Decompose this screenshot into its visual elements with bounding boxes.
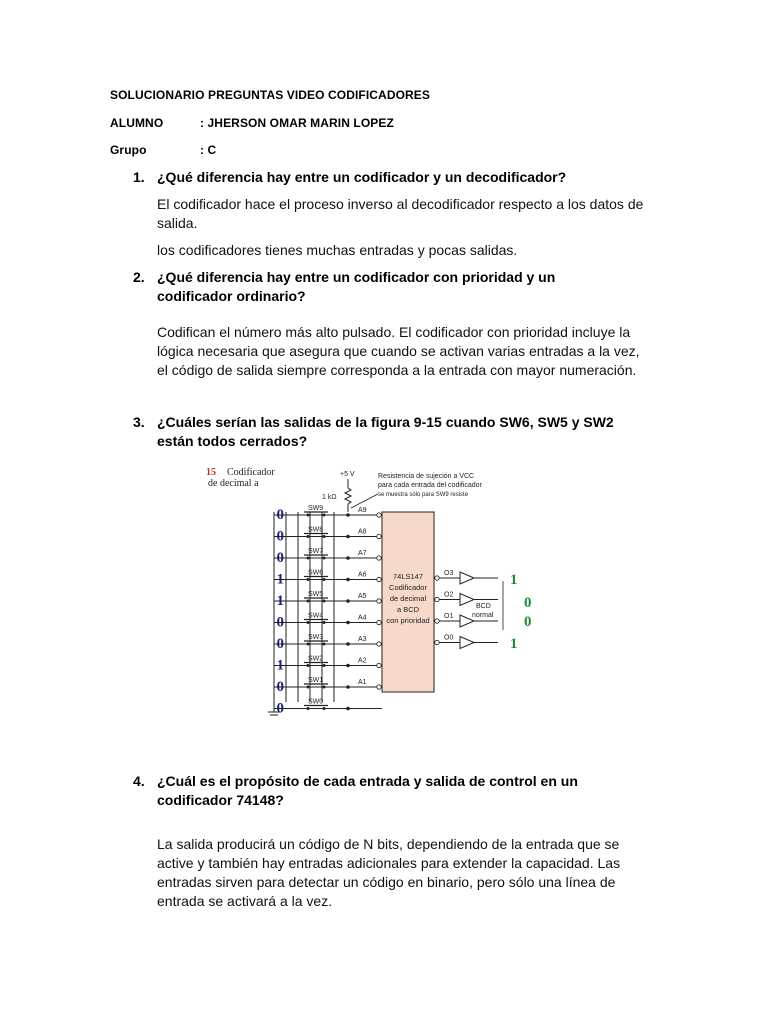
note-line3: se muestra sólo para SW9 resiste bbox=[378, 492, 469, 498]
input-label: A3 bbox=[358, 636, 367, 643]
grupo-value: : C bbox=[200, 143, 217, 157]
inverter-bubble bbox=[377, 534, 381, 538]
switch-row bbox=[274, 656, 382, 674]
output-bubble bbox=[435, 597, 439, 601]
inverter-bubble bbox=[377, 599, 381, 603]
alumno-value: : JHERSON OMAR MARIN LOPEZ bbox=[200, 116, 394, 130]
switch-label: SW5 bbox=[308, 591, 324, 598]
switch-label: SW6 bbox=[308, 569, 324, 577]
switch-label: SW4 bbox=[308, 612, 324, 620]
output-bit-label: 0 bbox=[524, 614, 532, 630]
input-label: A9 bbox=[358, 507, 367, 514]
chip-line2: Codificador bbox=[389, 583, 427, 592]
note-line2: para cada entrada del codificador bbox=[378, 482, 482, 489]
answer-4: La salida producirá un código de N bits, dependiendo de la entrada que se active y también hay entradas adicionales para extender la capacidad. Las entradas sirven para detectar un código en binario, pero sólo una línea de entrada se activará a la vez. bbox=[157, 836, 621, 909]
output-bubble bbox=[435, 640, 439, 644]
switch-row bbox=[274, 570, 382, 588]
inverter-bubble bbox=[377, 663, 381, 667]
input-bit-label: 0 bbox=[276, 679, 284, 695]
buffer-icon bbox=[460, 572, 474, 584]
bcd-label-line1: BCD bbox=[476, 603, 491, 610]
question-text: ¿Qué diferencia hay entre un codificador con prioridad y un codificador ordinario? bbox=[157, 269, 556, 304]
junction-dot bbox=[346, 556, 350, 560]
switch-row bbox=[274, 505, 382, 523]
input-label: A2 bbox=[358, 657, 367, 665]
switch-row bbox=[274, 613, 382, 631]
junction-dot bbox=[346, 642, 350, 646]
resistor-icon bbox=[345, 488, 351, 504]
output-bubble bbox=[435, 576, 439, 580]
output-row bbox=[435, 570, 498, 584]
encoder-figure bbox=[198, 462, 538, 722]
junction-dot bbox=[346, 621, 350, 625]
bcd-label-line2: normal bbox=[472, 612, 494, 619]
input-bit-label: 0 bbox=[276, 507, 284, 523]
inverter-bubble bbox=[377, 556, 381, 560]
input-bit-label: 0 bbox=[276, 550, 284, 566]
input-label: A5 bbox=[358, 593, 367, 600]
answer-1b: los codificadores tienes muchas entradas y pocas salidas. bbox=[157, 242, 518, 258]
input-label: A4 bbox=[358, 614, 367, 622]
question-text: ¿Qué diferencia hay entre un codificador y un decodificador? bbox=[157, 169, 567, 185]
resistor-label: 1 kΩ bbox=[322, 494, 337, 501]
switch-label: SW3 bbox=[308, 634, 324, 641]
switch-row bbox=[274, 634, 382, 652]
switch-label: SW7 bbox=[308, 548, 324, 555]
input-label: A7 bbox=[358, 550, 367, 557]
output-label: O0 bbox=[444, 634, 454, 642]
note-line1: Resistencia de sujeción a VCC bbox=[378, 473, 475, 480]
chip-line3: de decimal bbox=[389, 594, 427, 603]
input-bit-label: 0 bbox=[276, 528, 284, 545]
chip-line5: con prioridad bbox=[386, 616, 430, 625]
output-label: O1 bbox=[444, 613, 454, 620]
question-number: 1. bbox=[133, 169, 145, 185]
question-text: ¿Cuáles serían las salidas de la figura 9-15 cuando SW6, SW5 y SW2 están todos cerrados? bbox=[157, 414, 614, 449]
output-label: O2 bbox=[444, 591, 454, 599]
inverter-bubble bbox=[377, 685, 381, 689]
input-bit-label: 1 bbox=[276, 657, 284, 674]
vcc-label: +5 V bbox=[340, 471, 355, 478]
chip-line1: 74LS147 bbox=[392, 572, 424, 581]
switch-label: SW8 bbox=[308, 526, 324, 534]
switch-row bbox=[274, 699, 382, 717]
output-bubble bbox=[435, 619, 439, 623]
inverter-bubble bbox=[377, 577, 381, 581]
input-label: A1 bbox=[358, 679, 367, 686]
question-number: 4. bbox=[133, 773, 145, 789]
output-rows bbox=[435, 570, 532, 652]
input-bit-label: 0 bbox=[276, 636, 284, 652]
chip-line4: a BCD bbox=[396, 605, 420, 614]
junction-dot bbox=[346, 707, 350, 711]
buffer-icon bbox=[460, 637, 474, 649]
answer-2: Codifican el número más alto pulsado. El codificador con prioridad incluye la lógica necesaria que asegura que cuando se activan varias entradas a la vez, el código de salida siempre corresponda a la entrada con mayor numeración. bbox=[157, 324, 640, 378]
output-bit-label: 1 bbox=[510, 572, 518, 588]
inverter-bubble bbox=[377, 513, 381, 517]
output-label: O3 bbox=[444, 570, 454, 577]
input-bit-label: 1 bbox=[276, 593, 284, 609]
switch-rows bbox=[274, 505, 382, 717]
switch-row bbox=[274, 677, 382, 695]
grupo-label: Grupo bbox=[110, 143, 147, 157]
input-label: A8 bbox=[358, 528, 367, 536]
switch-label: SW1 bbox=[308, 677, 324, 684]
encoder-circuit-diagram bbox=[198, 462, 538, 722]
switch-row bbox=[274, 591, 382, 609]
input-bit-label: 1 bbox=[276, 571, 284, 588]
question-text: ¿Cuál es el propósito de cada entrada y salida de control en un codificador 74148? bbox=[157, 773, 578, 808]
figure-number: 15 bbox=[206, 467, 216, 478]
output-bit-label: 1 bbox=[510, 636, 518, 652]
answer-1a: El codificador hace el proceso inverso al decodificador respecto a los datos de salida. bbox=[157, 196, 644, 231]
figure-caption-line1: Codificador bbox=[227, 467, 275, 478]
buffer-icon bbox=[460, 594, 474, 606]
junction-dot bbox=[346, 599, 350, 603]
switch-label: SW0 bbox=[308, 698, 324, 706]
question-number: 2. bbox=[133, 269, 145, 285]
junction-dot bbox=[346, 513, 350, 517]
document-title-text: SOLUCIONARIO PREGUNTAS VIDEO CODIFICADORES bbox=[110, 88, 430, 102]
output-row bbox=[435, 635, 498, 649]
figure-caption-line2: de decimal a bbox=[208, 478, 259, 489]
junction-dot bbox=[346, 685, 350, 689]
inverter-bubble bbox=[377, 642, 381, 646]
question-number: 3. bbox=[133, 414, 145, 430]
input-bit-label: 0 bbox=[276, 614, 284, 631]
switch-row bbox=[274, 527, 382, 545]
output-bit-label: 0 bbox=[524, 595, 532, 611]
switch-label: SW2 bbox=[308, 655, 324, 663]
inverter-bubble bbox=[377, 620, 381, 624]
junction-dot bbox=[346, 664, 350, 668]
junction-dot bbox=[346, 535, 350, 539]
junction-dot bbox=[346, 578, 350, 582]
input-bit-label: 0 bbox=[276, 700, 284, 717]
switch-row bbox=[274, 548, 382, 566]
input-label: A6 bbox=[358, 571, 367, 579]
alumno-label: ALUMNO bbox=[110, 116, 164, 130]
switch-label: SW9 bbox=[308, 505, 324, 512]
